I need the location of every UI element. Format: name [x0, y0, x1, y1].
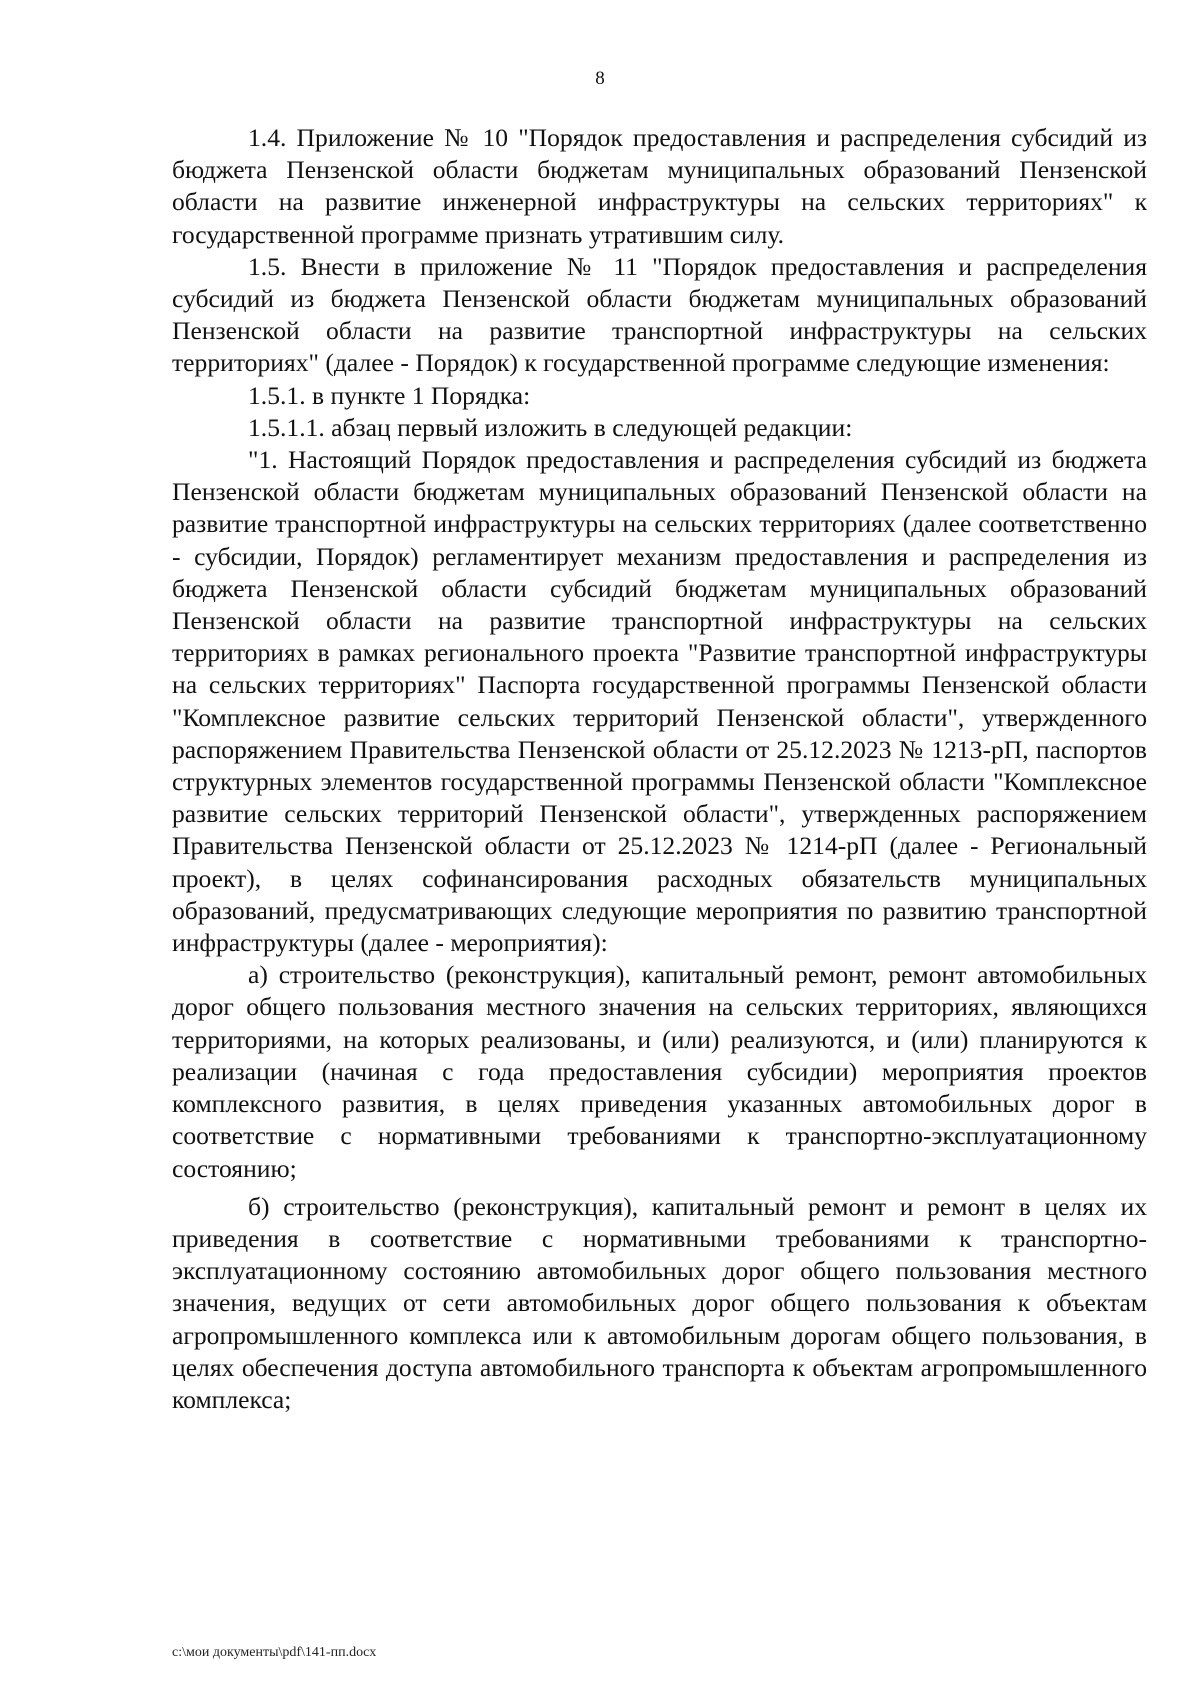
- footer-file-path: c:\мои документы\pdf\141-пп.docx: [172, 1645, 377, 1660]
- paragraph-quoted-item-1: "1. Настоящий Порядок предоставления и распределения субсидий из бюджета Пензенской области бюджетам муниципальных образований Пензенской области на развитие транспортной инфраструктуры на сельских территориях (далее соответственно - субсидии, Порядок) регламентирует механизм предоставления и распределения из бюджета Пензенской области субсидий бюджетам муниципальных образований Пензенской области на развитие транспортной инфраструктуры на сельских территориях в рамках регионального проекта "Развитие транспортной инфраструктуры на сельских территориях" Паспорта государственной программы Пензенской области "Комплексное развитие сельских территорий Пензенской области", утвержденного распоряжением Правительства Пензенской области от 25.12.2023 № 1213-рП, паспортов структурных элементов государственной программы Пензенской области "Комплексное развитие сельских территорий Пензенской области", утвержденных распоряжением Правительства Пензенской области от 25.12.2023 № 1214-рП (далее - Региональный проект), в целях софинансирования расходных обязательств муниципальных образований, предусматривающих следующие мероприятия по развитию транспортной инфраструктуры (далее - мероприятия):: [172, 445, 1147, 958]
- page-number: 8: [595, 68, 605, 89]
- paragraph-subitem-a: а) строительство (реконструкция), капитальный ремонт, ремонт автомобильных дорог общего пользования местного значения на сельских территориях, являющихся территориями, на которых реализованы, и (или) реализуются, и (или) планируются к реализации (начиная с года предоставления субсидии) мероприятия проектов комплексного развития, в целях приведения указанных автомобильных дорог в соответствие с нормативными требованиями к транспортно-эксплуатационному состоянию;: [172, 960, 1147, 1183]
- paragraph-1-4: 1.4. Приложение № 10 "Порядок предоставления и распределения субсидий из бюджета Пензенской области бюджетам муниципальных образований Пензенской области на развитие инженерной инфраструктуры на сельских территориях" к государственной программе признать утратившим силу.: [172, 123, 1147, 249]
- paragraph-1-5-1: 1.5.1. в пункте 1 Порядка:: [248, 380, 531, 410]
- paragraph-subitem-b: б) строительство (реконструкция), капитальный ремонт и ремонт в целях их приведения в соответствие с нормативными требованиями к транспортно-эксплуатационному состоянию автомобильных дорог общего пользования местного значения, ведущих от сети автомобильных дорог общего пользования к объектам агропромышленного комплекса или к автомобильным дорогам общего пользования, в целях обеспечения доступа автомобильного транспорта к объектам агропромышленного комплекса;: [172, 1191, 1147, 1414]
- document-body: [172, 122, 1147, 1416]
- paragraph-1-5-1-1: 1.5.1.1. абзац первый изложить в следующей редакции:: [248, 412, 853, 442]
- paragraph-1-5: 1.5. Внести в приложение № 11 "Порядок предоставления и распределения субсидий из бюджета Пензенской области бюджетам муниципальных образований Пензенской области на развитие транспортной инфраструктуры на сельских территориях" (далее - Порядок) к государственной программе следующие изменения:: [172, 251, 1147, 378]
